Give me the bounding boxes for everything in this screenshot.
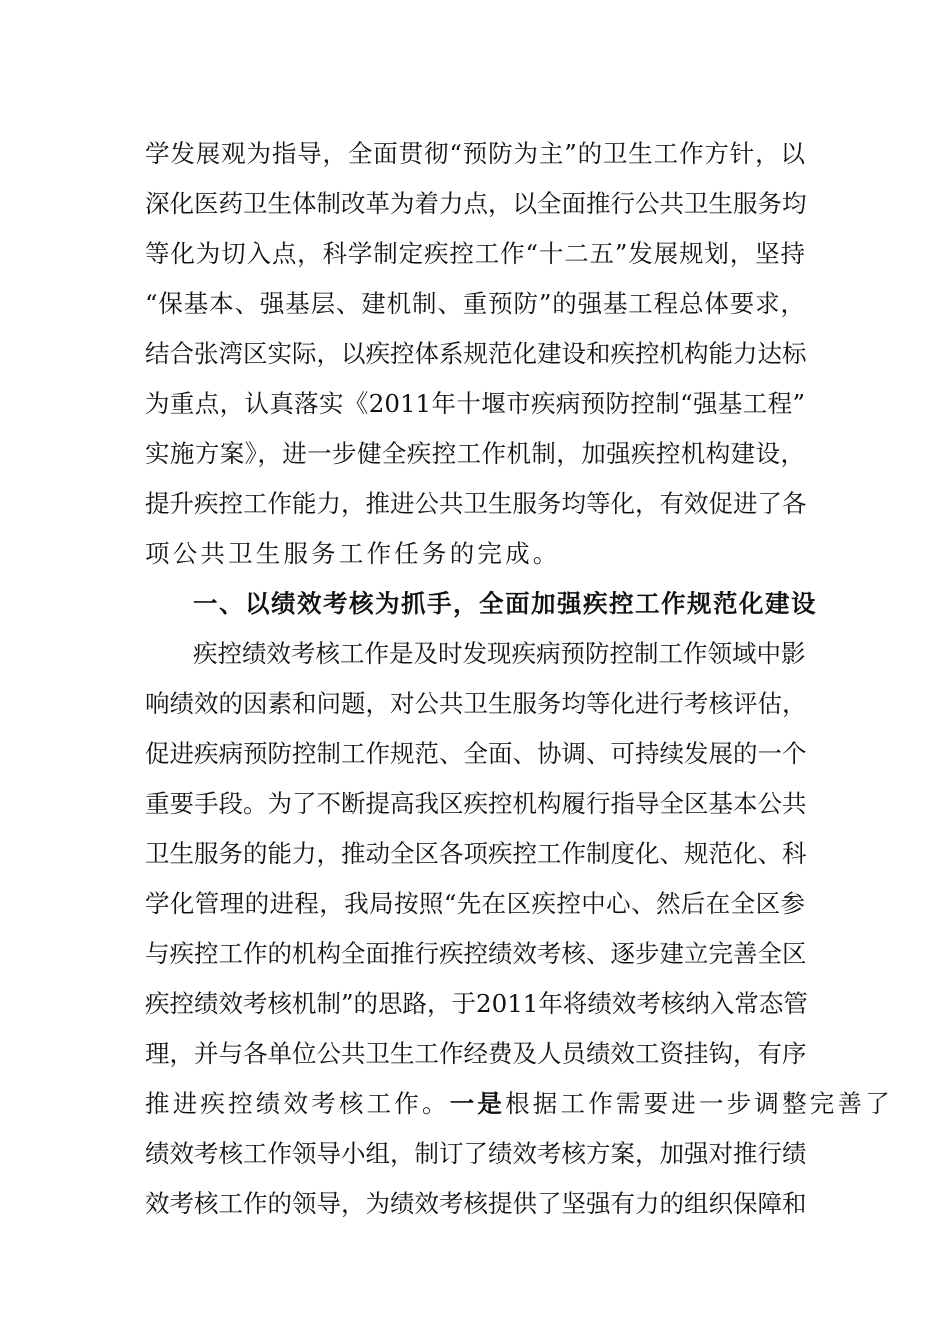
intro-line-6: 为重点，认真落实《2011年十堰市疾病预防控制“强基工程” [145,389,805,418]
intro-line-5: 结合张湾区实际，以疾控体系规范化建设和疾控机构能力达标 [145,339,807,368]
line-text-after: 根据工作需要进一步调整完善了 [505,1089,893,1118]
section-line-10 [145,1084,893,1124]
intro-line-4: “保基本、强基层、建机制、重预防”的强基工程总体要求， [145,289,805,318]
section-line-3: 促进疾病预防控制工作规范、全面、协调、可持续发展的一个 [145,739,807,768]
section-line-7: 与疾控工作的机构全面推行疾控绩效考核、逐步建立完善全区 [145,939,807,968]
intro-line-3: 等化为切入点，科学制定疾控工作“十二五”发展规划，坚持 [145,239,805,268]
section-heading: 一、以绩效考核为抓手，全面加强疾控工作规范化建设 [193,589,817,618]
section-line-12: 效考核工作的领导，为绩效考核提供了坚强有力的组织保障和 [145,1189,807,1218]
line-text-before: 推进疾控绩效考核工作。 [145,1089,450,1118]
section-line-11: 绩效考核工作领导小组，制订了绩效考核方案，加强对推行绩 [145,1139,807,1168]
intro-line-9: 项公共卫生服务工作任务的完成。 [145,539,561,568]
intro-line-1: 学发展观为指导，全面贯彻“预防为主”的卫生工作方针，以 [145,139,805,168]
emphasis-text: 一是 [449,1089,506,1118]
section-line-5: 卫生服务的能力，推动全区各项疾控工作制度化、规范化、科 [145,839,807,868]
intro-line-8: 提升疾控工作能力，推进公共卫生服务均等化，有效促进了各 [145,489,807,518]
intro-line-7: 实施方案》，进一步健全疾控工作机制，加强疾控机构建设， [145,439,805,468]
section-line-6: 学化管理的进程，我局按照“先在区疾控中心、然后在全区参 [145,889,805,918]
section-line-9: 理，并与各单位公共卫生工作经费及人员绩效工资挂钩，有序 [145,1039,807,1068]
intro-line-2: 深化医药卫生体制改革为着力点，以全面推行公共卫生服务均 [145,189,807,218]
section-line-2: 响绩效的因素和问题，对公共卫生服务均等化进行考核评估， [145,689,807,718]
section-line-1: 疾控绩效考核工作是及时发现疾病预防控制工作领域中影 [193,639,806,668]
section-line-8: 疾控绩效考核机制”的思路，于2011年将绩效考核纳入常态管 [145,989,808,1018]
section-line-4: 重要手段。为了不断提高我区疾控机构履行指导全区基本公共 [145,789,807,818]
